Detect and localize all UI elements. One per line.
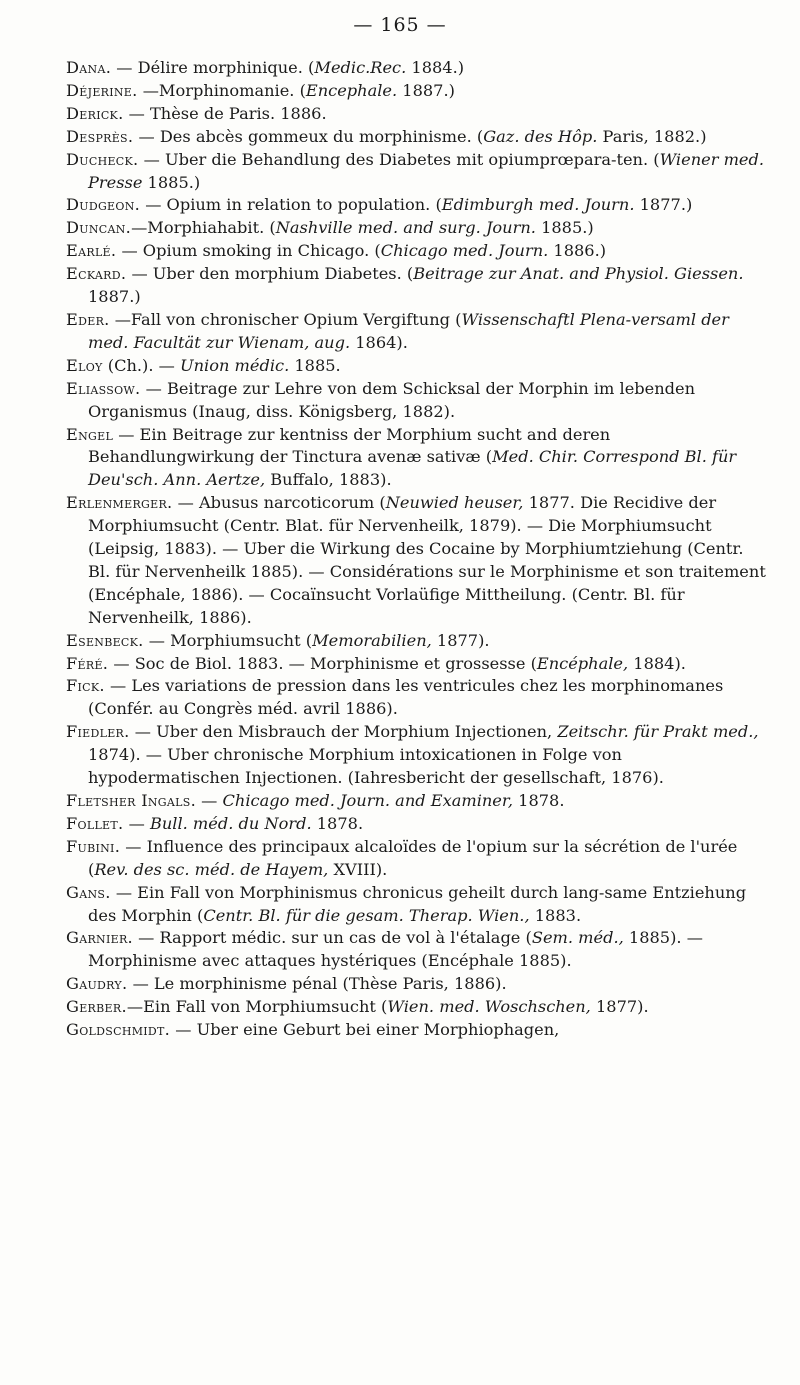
entry-source: Edimburgh med. Journ. [441,195,635,215]
entry-author: Gaudry. [66,974,128,994]
entry-author: Eliassow. [66,378,141,398]
entry-text: — Beitrage zur Lehre von dem Schicksal der Morphin im lebenden Organismus (Inaug, diss. Königsberg, 1882). [88,378,696,421]
entry-source: Memorabilien, [312,630,432,650]
bibliography-entry [66,149,766,195]
entry-tail: 1886.) [548,241,607,261]
entry-source: Bull. méd. du Nord. [149,813,312,833]
entry-author: Earlé. [66,241,117,261]
entry-source: Neuwied heuser, [385,493,524,513]
entry-tail: 1887.) [88,287,141,307]
entry-author: Erlenmerger. [66,493,173,513]
bibliography-list [66,57,766,1042]
bibliography-entry [66,80,766,103]
entry-text: — Le morphinisme pénal (Thèse Paris, 1886). [127,974,507,994]
entry-author: Derick. [66,103,124,123]
entry-tail: 1878. [513,791,565,810]
entry-author: Gerber. [66,997,127,1017]
entry-author: Garnier. [66,928,133,948]
bibliography-entry [66,927,766,973]
entry-source: Chicago med. Journ. and Examiner, [222,791,513,810]
bibliography-entry [66,378,766,424]
entry-text: — Ein Fall von Morphinismus chronicus geheilt durch lang-same Entziehung des Morphin ( [88,882,747,925]
bibliography-entry [66,263,766,309]
entry-text: — Influence des principaux alcaloïdes de l'opium sur la sécrétion de l'urée ( [88,836,738,879]
entry-text: (Ch.). — [102,355,180,375]
bibliography-entry [66,790,766,813]
bibliography-entry [66,653,766,676]
entry-tail: 1885.) [535,218,594,238]
entry-text: — Uber eine Geburt bei einer Morphiophagen, [170,1020,560,1040]
entry-tail: Buffalo, 1883). [265,470,392,490]
entry-tail: 1877.) [634,195,693,215]
bibliography-entry [66,882,766,928]
entry-text: —Fall von chronischer Opium Vergiftung ( [109,309,462,329]
entry-tail: 1884). [628,653,686,673]
bibliography-entry [66,836,766,882]
entry-author: Esenbeck. [66,630,144,650]
bibliography-entry [66,57,766,80]
entry-author: Eckard. [66,264,127,284]
entry-text: — Opium smoking in Chicago. ( [116,241,381,261]
entry-author: Engel [66,424,114,444]
entry-author: Fubini. [66,836,121,856]
entry-source: Wien. med. Woschschen, [387,997,591,1017]
entry-tail: 1864). [350,332,408,352]
entry-author: Déjerine. [66,80,138,100]
entry-tail: 1883. [529,905,582,925]
entry-author: Fiedler. [66,722,130,742]
entry-text: — Des abcès gommeux du morphinisme. ( [133,126,484,146]
entry-text: — Les variations de pression dans les ventricules chez les morphinomanes (Confér. au Congrès méd. avril 1886). [88,676,724,719]
entry-text: — Morphiumsucht ( [143,630,313,650]
entry-tail: 1877). [590,997,649,1017]
entry-source: Beitrage zur Anat. and Physiol. Giessen. [413,264,744,284]
bibliography-entry [66,103,766,126]
bibliography-entry [66,492,766,629]
entry-author: Duncan. [66,218,132,238]
entry-author: Dana. [66,58,112,77]
entry-author: Féré. [66,653,109,673]
entry-tail: 1877. Die Recidive der Morphiumsucht (Centr. Blat. für Nervenheilk, 1879). — Die Morphiumsucht (Leipsig, 1883). — Uber die Wirkung des Cocaine by Morphiumtziehung (Centr. Bl. für Nervenheilk 1885). — Considérations sur le Morphinisme et son traitement (Encéphale, 1886). — Cocaïnsucht Vorlaüfige Mittheilung. (Centr. Bl. für Nervenheilk, 1886). [88,493,766,627]
bibliography-entry [66,240,766,263]
entry-tail: XVIII). [328,859,388,879]
entry-text: — Rapport médic. sur un cas de vol à l'étalage ( [133,928,532,948]
entry-author: Ducheck. [66,149,139,169]
entry-source: Zeitschr. für Prakt med., [557,722,759,742]
entry-text: — [123,813,150,833]
bibliography-entry [66,355,766,378]
entry-text: — [196,791,223,810]
bibliography-entry [66,217,766,240]
entry-source: Rev. des sc. méd. de Hayem, [94,859,329,879]
entry-text: — Abusus narcoticorum ( [172,493,386,513]
bibliography-entry [66,194,766,217]
entry-tail: Paris, 1882.) [597,126,707,146]
entry-author: Eder. [66,309,110,329]
entry-source: Gaz. des Hôp. [483,126,598,146]
entry-author: Fletsher Ingals. [66,791,197,810]
bibliography-entry [66,675,766,721]
bibliography-entry [66,424,766,493]
entry-source: Union médic. [179,355,290,375]
entry-text: — Opium in relation to population. ( [140,195,442,215]
bibliography-entry [66,996,766,1019]
entry-text: — Délire morphinique. ( [111,58,315,77]
bibliography-entry [66,813,766,836]
bibliography-entry [66,973,766,996]
entry-text: — Uber die Behandlung des Diabetes mit opiumprœpara-ten. ( [138,149,660,169]
entry-tail: 1885). — Morphinisme avec attaques hystériques (Encéphale 1885). [88,928,703,971]
entry-text: —Ein Fall von Morphiumsucht ( [126,997,388,1017]
entry-tail: 1885.) [142,172,201,192]
entry-source: Encéphale, [536,653,629,673]
entry-author: Follet. [66,813,124,833]
entry-source: Chicago med. Journ. [380,241,549,261]
entry-text: — Ein Beitrage zur kentniss der Morphium sucht and deren Behandlungwirkung der Tinctura avenæ sativæ ( [88,424,611,467]
entry-tail: 1885. [289,355,341,375]
entry-source: Med. Chir. Correspond Bl. für Deu'sch. Ann. Aertze, [88,447,737,490]
entry-source: Wissenschaftl Plena-versaml der med. Facultät zur Wienam, aug. [88,309,729,352]
entry-text: — Thèse de Paris. 1886. [123,103,327,123]
entry-author: Gans. [66,882,111,902]
entry-tail: 1877). [431,630,490,650]
entry-author: Fick. [66,676,105,696]
entry-text: —Morphiahabit. ( [131,218,276,238]
entry-author: Dudgeon. [66,195,141,215]
page-number: — 165 — [353,14,447,36]
entry-author: Eloy [66,355,103,375]
entry-source: Encephale. [305,80,398,100]
entry-text: —Morphinomanie. ( [137,80,306,100]
entry-tail: 1884.) [406,58,465,77]
bibliography-entry [66,126,766,149]
entry-source: Medic.Rec. [314,58,407,77]
entry-source: Wiener med. Presse [88,149,765,192]
bibliography-entry [66,630,766,653]
entry-author: Goldschmidt. [66,1020,171,1040]
entry-text: — Uber den Misbrauch der Morphium Injectionen, [129,722,558,742]
entry-text: — Soc de Biol. 1883. — Morphinisme et grossesse ( [108,653,537,673]
entry-tail: 1878. [311,813,364,833]
entry-tail: 1874). — Uber chronische Morphium intoxicationen in Folge von hypodermatischen Injectionen. (Iahresbericht der gesellschaft, 1876). [88,745,664,788]
entry-source: Nashville med. and surg. Journ. [275,218,536,238]
bibliography-entry [66,309,766,355]
entry-source: Sem. méd., [531,928,624,948]
entry-tail: 1887.) [397,80,455,100]
bibliography-entry [66,721,766,790]
entry-text: — Uber den morphium Diabetes. ( [126,264,414,284]
entry-author: Desprès. [66,126,134,146]
entry-source: Centr. Bl. für die gesam. Therap. Wien., [203,905,530,925]
bibliography-entry [66,1019,766,1042]
